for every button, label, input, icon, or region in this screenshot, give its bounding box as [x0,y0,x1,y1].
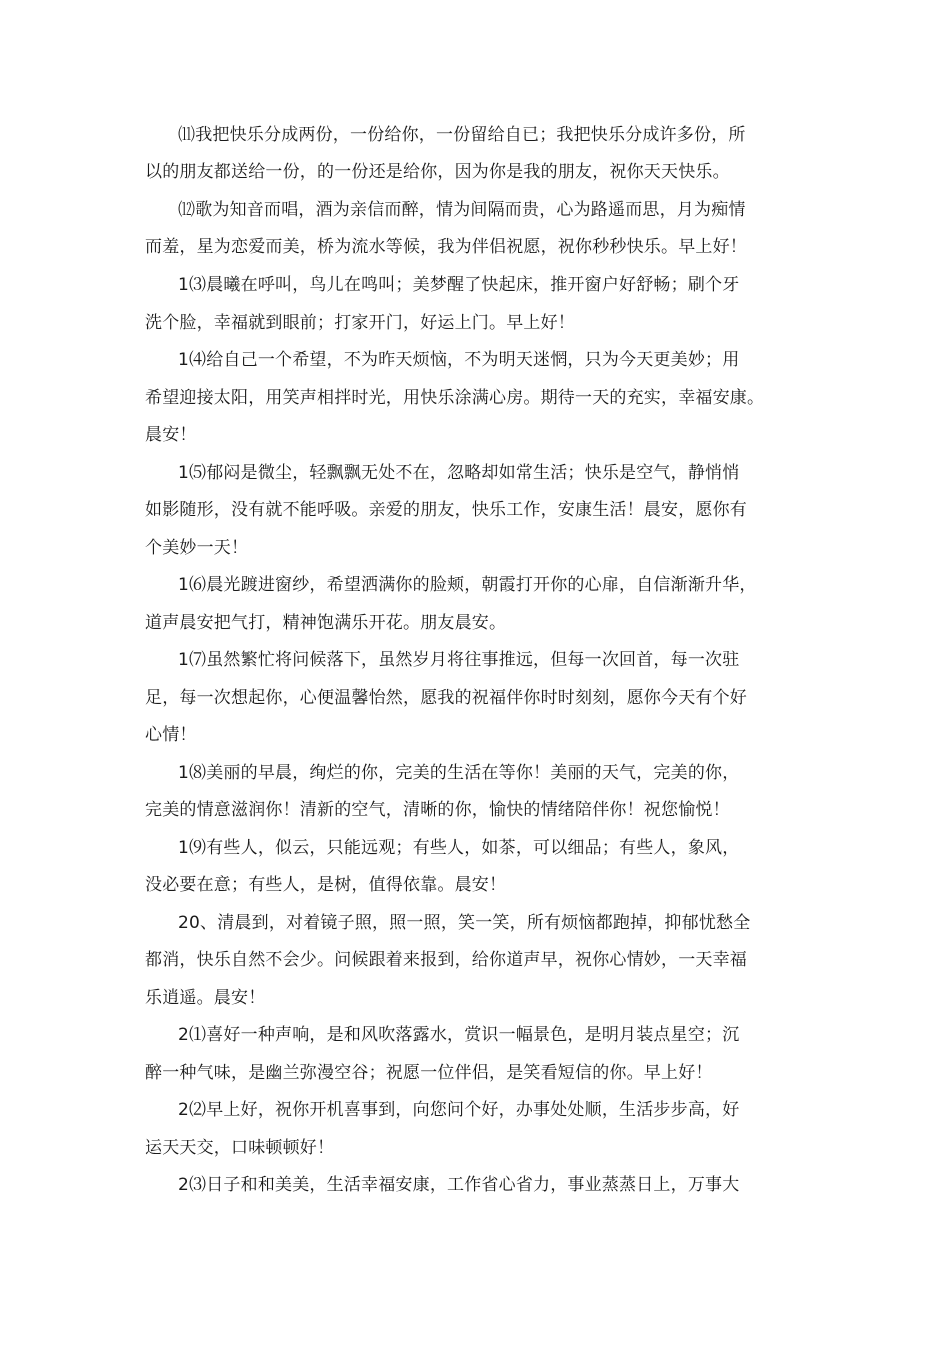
paragraph-line: 2⑴喜好一种声响，是和风吹落露水，赏识一幅景色，是明月装点星空；沉 [178,1025,740,1045]
paragraph-line: 个美妙一天！ [145,538,249,558]
paragraph-line: 洗个脸，幸福就到眼前；打家开门，好运上门。早上好！ [145,313,575,333]
paragraph-line: 没必要在意；有些人，是树，值得依靠。晨安！ [145,875,507,895]
paragraph-line: 醉一种气味，是幽兰弥漫空谷；祝愿一位伴侣，是笑看短信的你。早上好！ [145,1063,713,1083]
paragraph-line: 1⑹晨光踱进窗纱，希望洒满你的脸颊，朝霞打开你的心扉，自信渐渐升华， [178,575,757,595]
paragraph-line: 都消，快乐自然不会少。问候跟着来报到，给你道声早，祝你心情妙，一天幸福 [145,950,747,970]
paragraph-line: 1⑺虽然繁忙将问候落下，虽然岁月将往事推远，但每一次回首，每一次驻 [178,650,740,670]
paragraph-line: 心情！ [145,725,197,745]
paragraph-line: 晨安！ [145,425,197,445]
paragraph-line: 而羞，星为恋爱而美，桥为流水等候，我为伴侣祝愿，祝你秒秒快乐。早上好！ [145,237,747,257]
paragraph-line: 1⑷给自己一个希望，不为昨天烦恼，不为明天迷惘，只为今天更美妙；用 [178,350,740,370]
paragraph-line: 1⑼有些人，似云，只能远观；有些人，如茶，可以细品；有些人，象风， [178,838,740,858]
paragraph-line: 运天天交，口味顿顿好！ [145,1138,335,1158]
paragraph-line: 足，每一次想起你，心便温馨怡然，愿我的祝福伴你时时刻刻，愿你今天有个好 [145,688,747,708]
paragraph-line: 如影随形，没有就不能呼吸。亲爱的朋友，快乐工作，安康生活！晨安，愿你有 [145,500,747,520]
paragraph-line: 1⑻美丽的早晨，绚烂的你，完美的生活在等你！美丽的天气，完美的你， [178,763,740,783]
paragraph-line: 以的朋友都送给一份，的一份还是给你，因为你是我的朋友，祝你天天快乐。 [145,162,730,182]
paragraph-line: 1⑶晨曦在呼叫，鸟儿在鸣叫；美梦醒了快起床，推开窗户好舒畅；刷个牙 [178,275,740,295]
paragraph-line: 20、清晨到，对着镜子照，照一照，笑一笑，所有烦恼都跑掉，抑郁忧愁全 [178,913,751,933]
paragraph-line: 乐逍遥。晨安！ [145,988,266,1008]
paragraph-line: ⑾我把快乐分成两份，一份给你，一份留给自已；我把快乐分成许多份，所 [178,125,746,145]
paragraph-line: 1⑸郁闷是微尘，轻飘飘无处不在，忽略却如常生活；快乐是空气，静悄悄 [178,463,740,483]
paragraph-line: 2⑵早上好，祝你开机喜事到，向您问个好，办事处处顺，生活步步高，好 [178,1100,740,1120]
paragraph-line: 道声晨安把气打，精神饱满乐开花。朋友晨安。 [145,613,507,633]
paragraph-line: 2⑶日子和和美美，生活幸福安康，工作省心省力，事业蒸蒸日上，万事大 [178,1175,740,1195]
paragraph-line: ⑿歌为知音而唱，酒为亲信而醉，情为间隔而贵，心为路遥而思，月为痴情 [178,200,746,220]
paragraph-line: 完美的情意滋润你！清新的空气，清晰的你，愉快的情绪陪伴你！祝您愉悦！ [145,800,730,820]
paragraph-line: 希望迎接太阳，用笑声相拌时光，用快乐涂满心房。期待一天的充实，幸福安康。 [145,388,765,408]
